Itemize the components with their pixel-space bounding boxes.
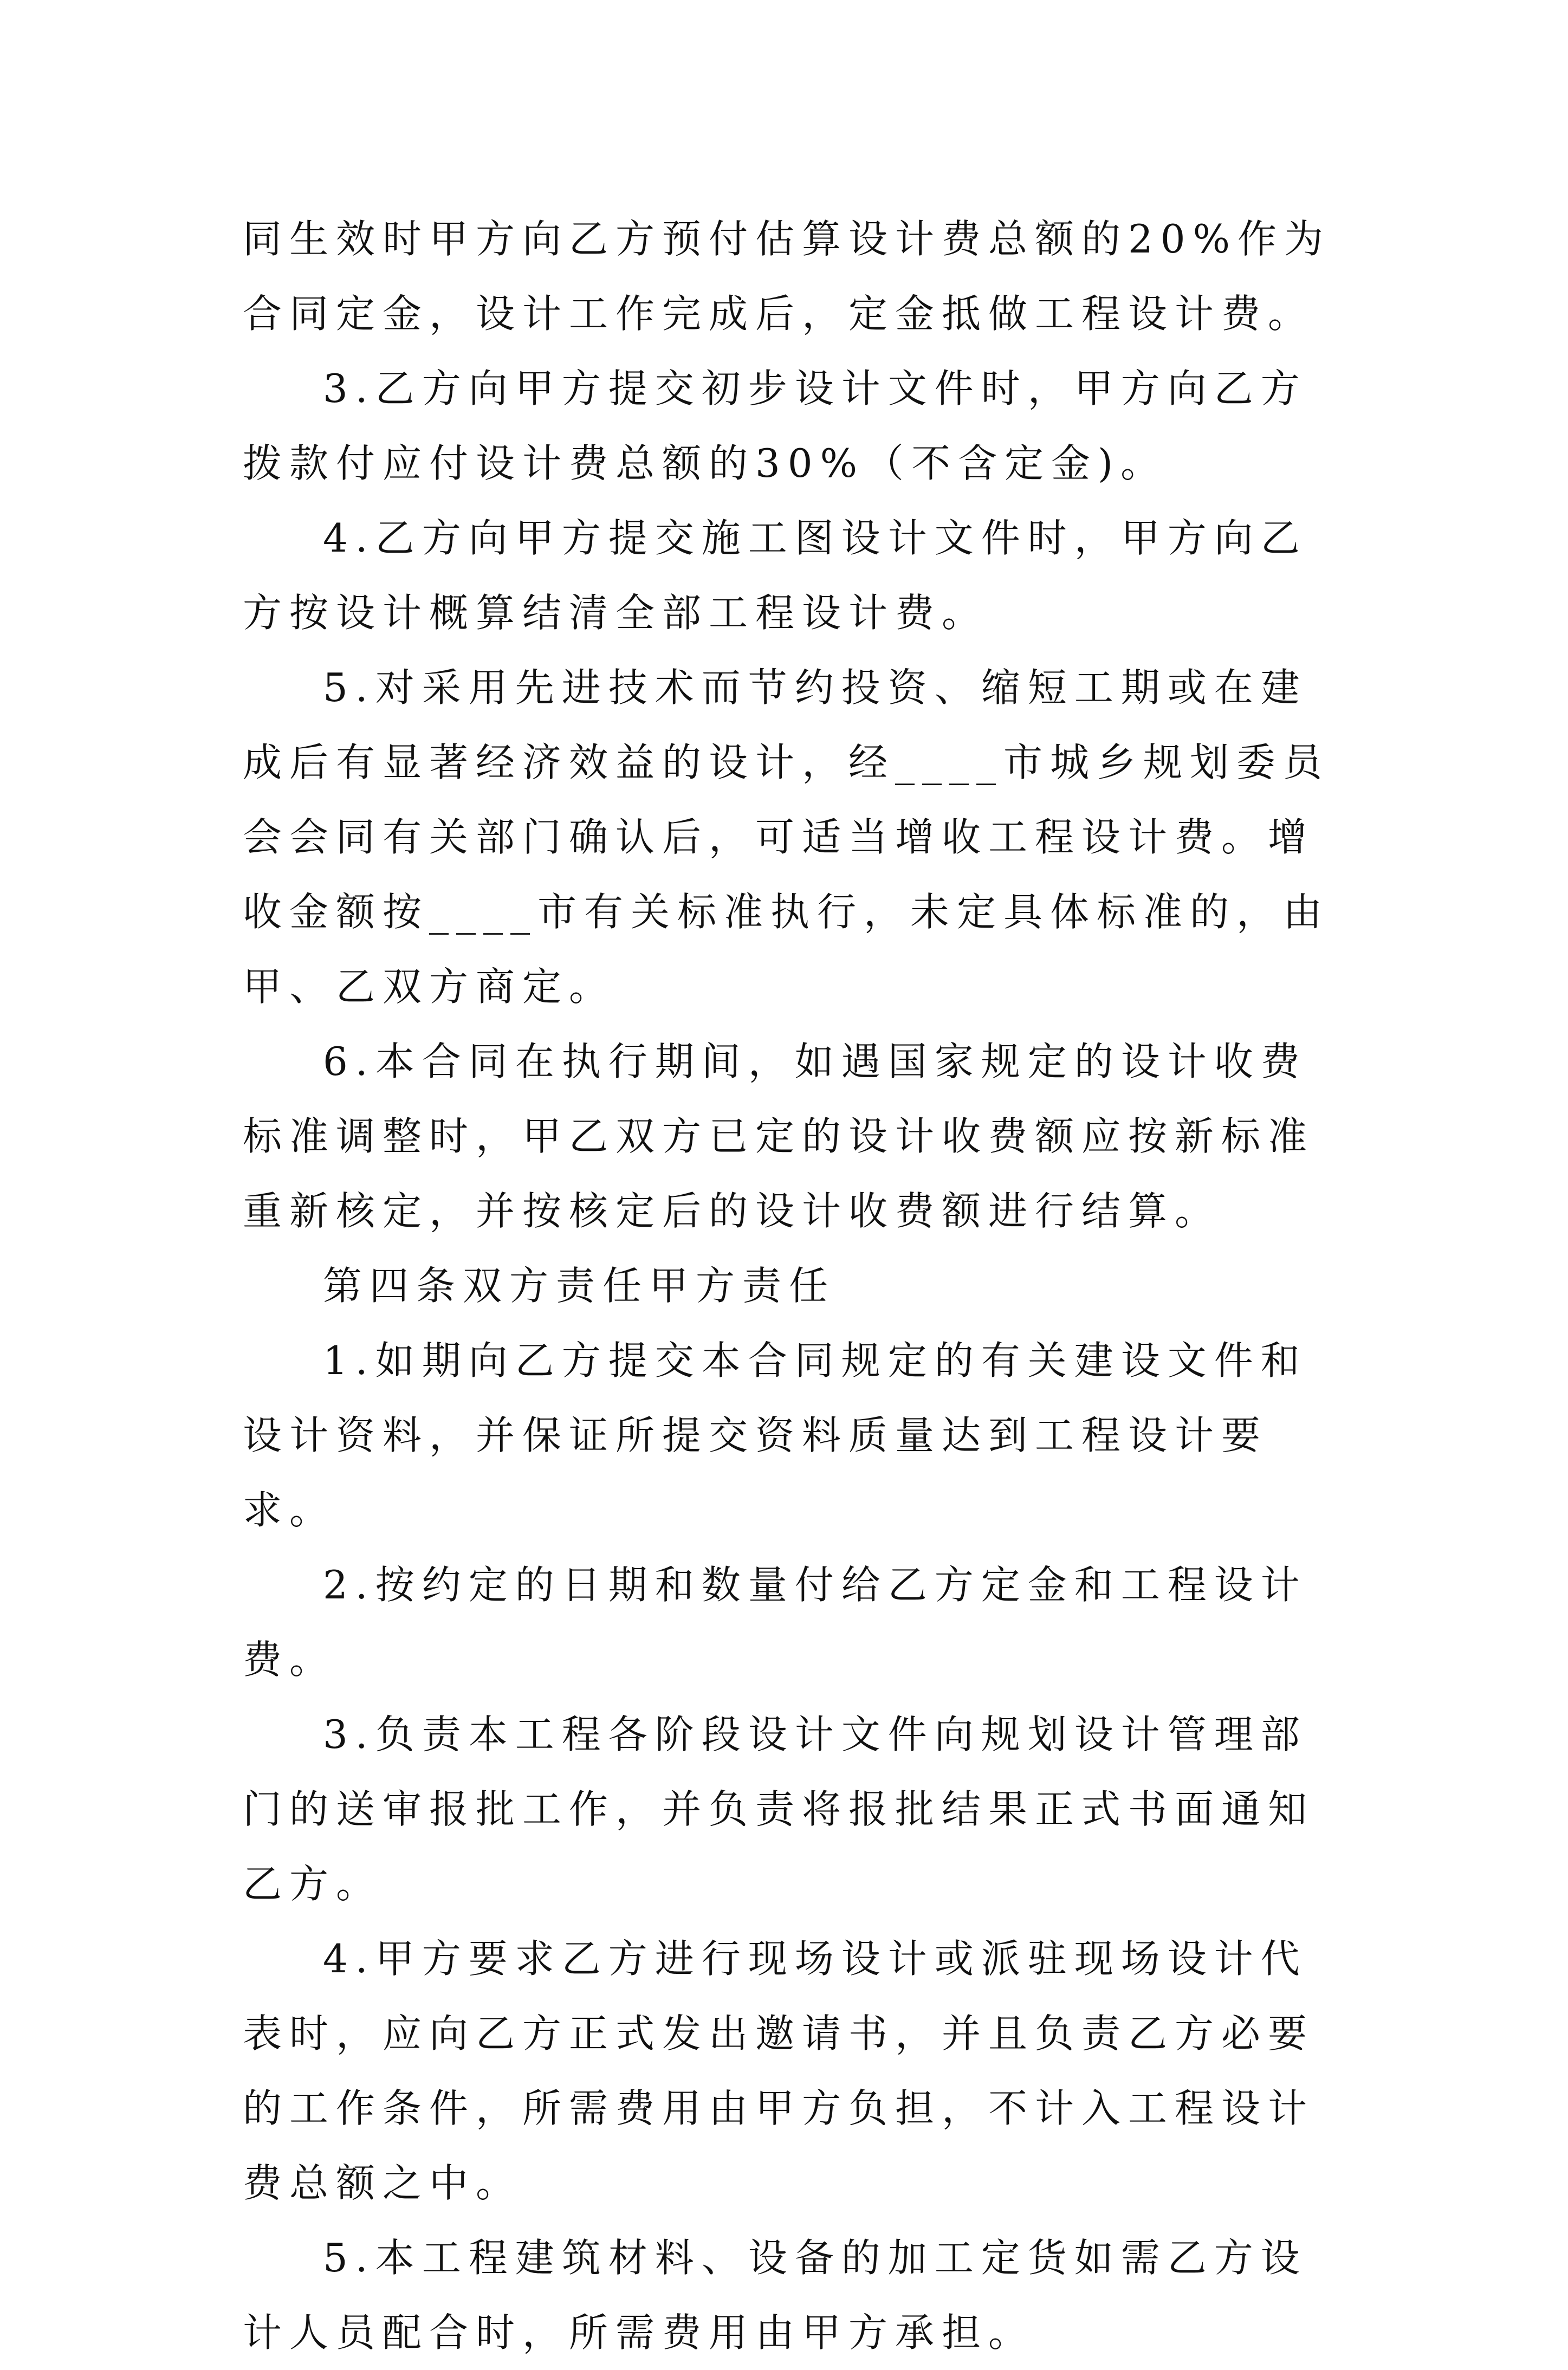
- paragraph-fee-deposit: 同生效时甲方向乙方预付估算设计费总额的20%作为合同定金，设计工作完成后，定金抵做工程设计费。: [243, 216, 1331, 336]
- paragraph-clause-4-construction-drawings: 4.乙方向甲方提交施工图设计文件时，甲方向乙方按设计概算结清全部工程设计费。: [243, 515, 1307, 636]
- paragraph-party-a-duty-3: 3.负责本工程各阶段设计文件向规划设计管理部门的送审报批工作，并负责将报批结果正式书面通知乙方。: [243, 1712, 1315, 1907]
- document-body: [243, 202, 1337, 2370]
- paragraph-clause-6-fee-adjustment: 6.本合同在执行期间，如遇国家规定的设计收费标准调整时，甲乙双方已定的设计收费额应按新标准重新核定，并按核定后的设计收费额进行结算。: [243, 1039, 1315, 1234]
- section-heading-article-4: 第四条双方责任甲方责任: [323, 1263, 836, 1309]
- paragraph-party-a-duty-5: 5.本工程建筑材料、设备的加工定货如需乙方设计人员配合时，所需费用由甲方承担。: [243, 2235, 1307, 2355]
- paragraph-clause-5-additional-fee: 5.对采用先进技术而节约投资、缩短工期或在建成后有显著经济效益的设计，经____市城乡规划委员会会同有关部门确认后，可适当增收工程设计费。增收金额按____市有关标准执行，未定具体标准的，由甲、乙双方商定。: [243, 665, 1330, 1009]
- paragraph-clause-3-preliminary-design: 3.乙方向甲方提交初步设计文件时，甲方向乙方拨款付应付设计费总额的30%（不含定金)。: [243, 366, 1307, 486]
- paragraph-party-a-duty-2: 2.按约定的日期和数量付给乙方定金和工程设计费。: [243, 1562, 1307, 1682]
- paragraph-party-a-duty-4: 4.甲方要求乙方进行现场设计或派驻现场设计代表时，应向乙方正式发出邀请书，并且负责乙方必要的工作条件，所需费用由甲方负担，不计入工程设计费总额之中。: [243, 1936, 1315, 2206]
- paragraph-party-a-duty-1: 1.如期向乙方提交本合同规定的有关建设文件和设计资料，并保证所提交资料质量达到工程设计要求。: [243, 1338, 1307, 1533]
